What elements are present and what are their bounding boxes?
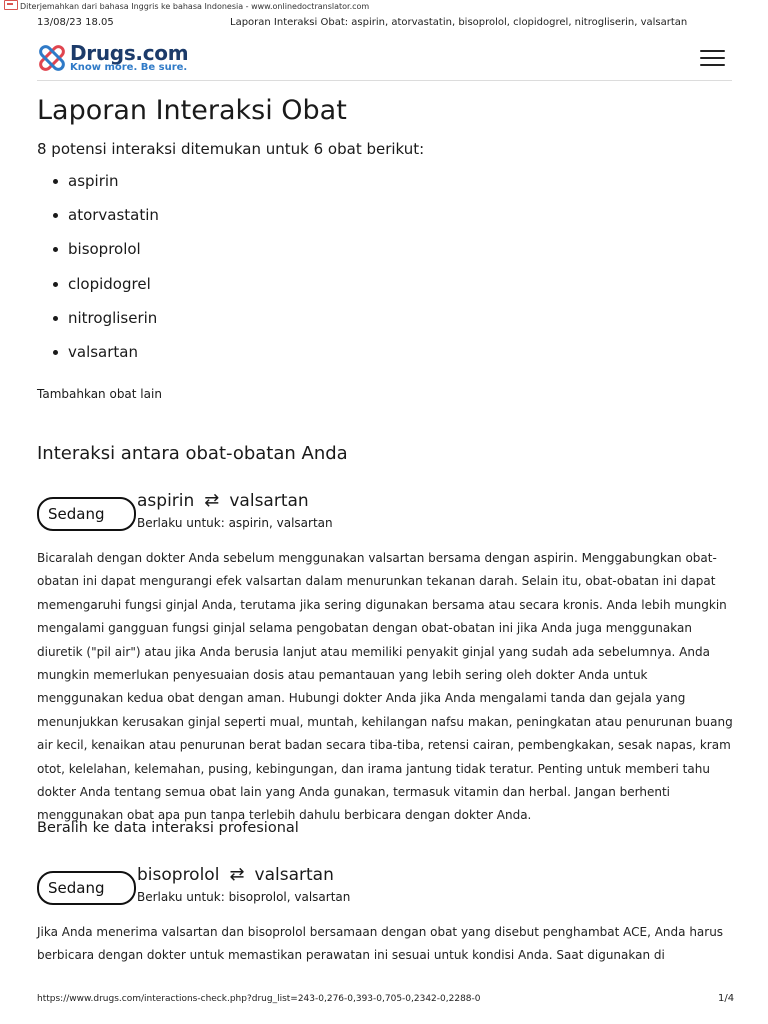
interaction-pair bbox=[137, 490, 309, 511]
print-page-title: Laporan Interaksi Obat: aspirin, atorvastatin, bisoprolol, clopidogrel, nitrogliserin, valsartan bbox=[230, 17, 688, 28]
translator-banner bbox=[0, 0, 369, 12]
drug-list-item: aspirin bbox=[68, 170, 159, 204]
drug-b-name[interactable]: valsartan bbox=[229, 491, 309, 511]
print-date: 13/08/23 18.05 bbox=[37, 17, 114, 28]
page-title: Laporan Interaksi Obat bbox=[37, 95, 347, 126]
drug-list bbox=[37, 170, 159, 375]
drug-list-item: nitrogliserin bbox=[68, 307, 159, 341]
applies-to-text: Berlaku untuk: aspirin, valsartan bbox=[137, 516, 333, 530]
severity-badge: Sedang bbox=[37, 871, 136, 905]
drug-list-item: valsartan bbox=[68, 341, 159, 375]
site-tagline: Know more. Be sure. bbox=[70, 62, 188, 73]
interaction-summary: 8 potensi interaksi ditemukan untuk 6 obat berikut: bbox=[37, 140, 425, 158]
drug-list-item: bisoprolol bbox=[68, 238, 159, 272]
swap-arrows-icon: ⇄ bbox=[229, 864, 245, 885]
section-title: Interaksi antara obat-obatan Anda bbox=[37, 443, 348, 464]
drugs-com-logo-icon[interactable] bbox=[37, 43, 67, 73]
applies-to-text: Berlaku untuk: bisoprolol, valsartan bbox=[137, 890, 351, 904]
severity-badge: Sedang bbox=[37, 497, 136, 531]
drug-a-name[interactable]: aspirin bbox=[137, 491, 195, 511]
professional-data-link[interactable]: Beralih ke data interaksi profesional bbox=[37, 820, 299, 836]
swap-arrows-icon: ⇄ bbox=[204, 490, 220, 511]
hamburger-menu-icon[interactable] bbox=[700, 50, 725, 68]
add-drug-link[interactable]: Tambahkan obat lain bbox=[37, 387, 162, 401]
interaction-description: Jika Anda menerima valsartan dan bisoprolol bersamaan dengan obat yang disebut penghambat ACE, Anda harus berbicara dengan dokter untuk memastikan perawatan ini sesuai untuk kondisi Anda. Saat digunakan di bbox=[37, 925, 724, 963]
interaction-pair bbox=[137, 864, 334, 885]
drug-list-item: atorvastatin bbox=[68, 204, 159, 238]
page-number: 1/4 bbox=[718, 993, 735, 1004]
site-name[interactable]: Drugs.com bbox=[70, 41, 189, 65]
drug-b-name[interactable]: valsartan bbox=[254, 865, 334, 885]
drug-list-item: clopidogrel bbox=[68, 273, 159, 307]
interaction-description: Bicaralah dengan dokter Anda sebelum menggunakan valsartan bersama dengan aspirin. Menggabungkan obat-obatan ini dapat mengurangi efek valsartan dalam menurunkan tekanan darah. Selain itu, obat-obatan ini dapat memengaruhi fungsi ginjal Anda, terutama jika sering digunakan bersama atau secara kronis. Anda lebih mungkin mengalami gangguan fungsi ginjal selama pengobatan dengan obat-obatan ini jika Anda juga menggunakan diuretik ("pil air") atau jika Anda berusia lanjut atau memiliki penyakit ginjal yang sudah ada sebelumnya. Anda mungkin memerlukan penyesuaian dosis atau pemantauan yang lebih sering oleh dokter Anda untuk menggunakan kedua obat dengan aman. Hubungi dokter Anda jika Anda mengalami tanda dan gejala yang menunjukkan kerusakan ginjal seperti mual, muntah, kehilangan nafsu makan, peningkatan atau penurunan buang air kecil, kenaikan atau penurunan berat badan secara tiba-tiba, retensi cairan, pembengkakan, sesak napas, kram otot, kelelahan, kelemahan, pusing, kebingungan, dan irama jantung tidak teratur. Penting untuk memberi tahu dokter Anda tentang semua obat lain yang Anda gunakan, termasuk vitamin dan herbal. Jangan berhenti menggunakan obat apa pun tanpa terlebih dahulu berbicara dengan dokter Anda. bbox=[37, 551, 733, 823]
translator-banner-text: Diterjemahkan dari bahasa Inggris ke bahasa Indonesia - www.onlinedoctranslator.com bbox=[20, 2, 370, 11]
print-footer-url: https://www.drugs.com/interactions-check.php?drug_list=243-0,276-0,393-0,705-0,2342-0,2288-0 bbox=[37, 994, 481, 1004]
translate-doc-icon bbox=[4, 0, 18, 10]
drug-a-name[interactable]: bisoprolol bbox=[137, 865, 220, 885]
header-divider bbox=[37, 80, 732, 81]
